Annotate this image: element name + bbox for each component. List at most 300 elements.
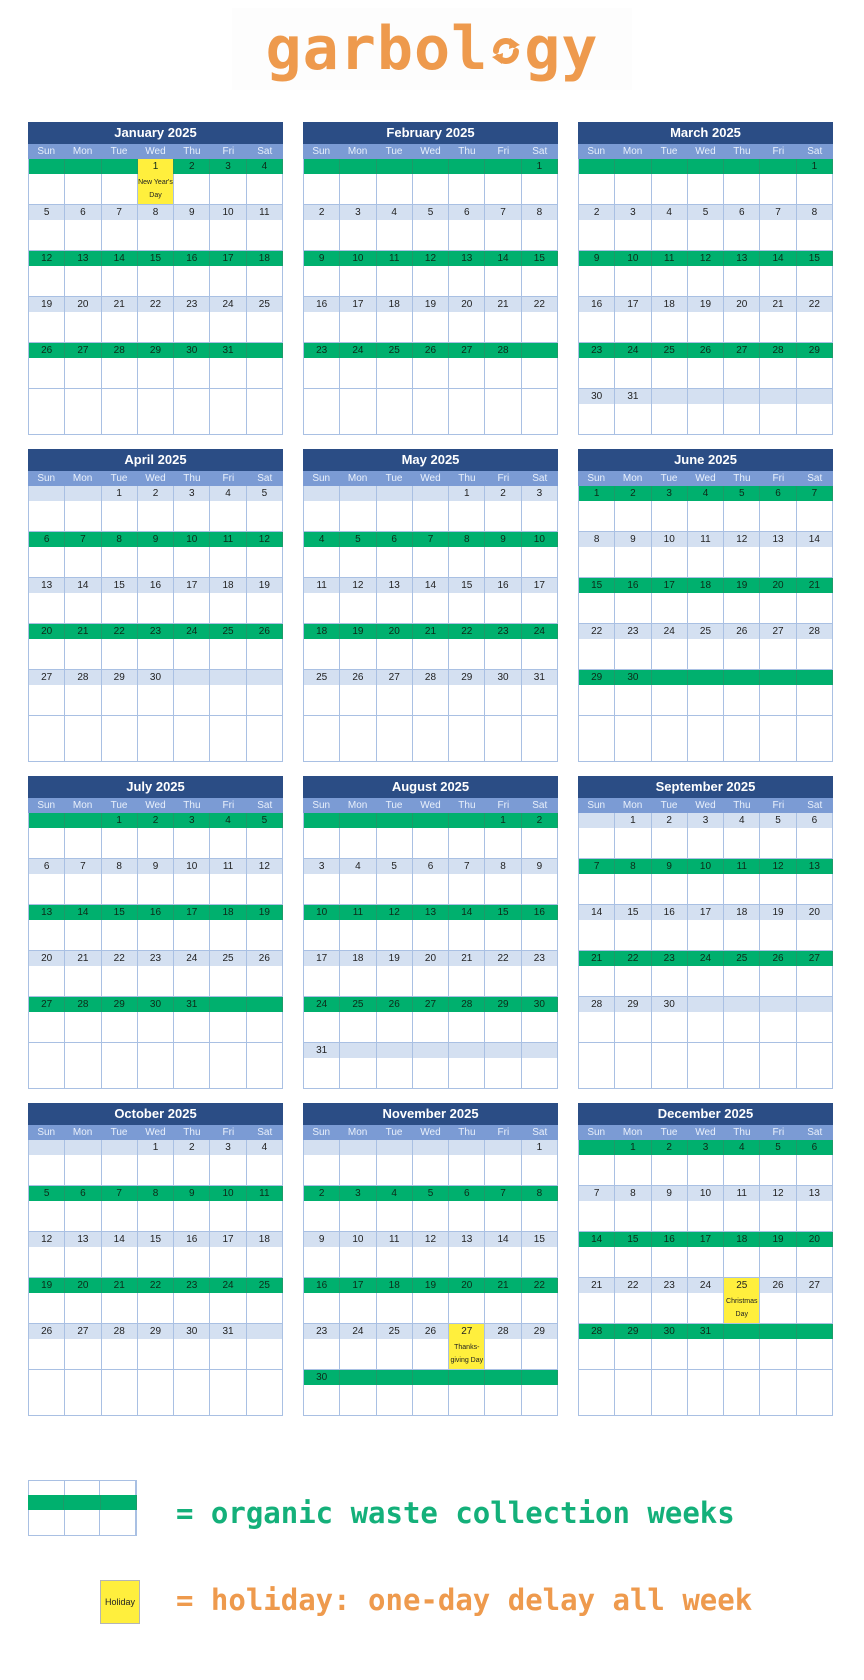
day-cell-body [138, 358, 174, 388]
day-cell-body [65, 1339, 101, 1369]
organic-week-date-row [304, 532, 558, 547]
day-number [340, 813, 376, 828]
day-cell-body [522, 1201, 558, 1231]
day-number [688, 1370, 724, 1385]
day-number [65, 389, 101, 404]
day-number: 30 [174, 343, 210, 358]
day-number: 30 [615, 670, 651, 685]
day-number: 28 [102, 1324, 138, 1339]
day-notes-row [29, 404, 283, 434]
day-cell-body [304, 1012, 340, 1042]
day-number: 6 [65, 1186, 101, 1201]
day-cell-body [413, 1247, 449, 1277]
day-cell-body [724, 312, 760, 342]
day-number: 31 [522, 670, 558, 685]
weekday-label: Sat [807, 800, 823, 811]
day-number: 3 [304, 859, 340, 874]
day-cell-body [210, 685, 246, 715]
day-cell-body [652, 639, 688, 669]
day-number [413, 1140, 449, 1155]
organic-week-date-row [304, 251, 558, 266]
day-cell-body [247, 266, 283, 296]
day-cell-body [579, 1293, 615, 1323]
day-cell-body [760, 1247, 796, 1277]
day-number: 14 [65, 578, 101, 593]
day-notes-row [29, 1012, 283, 1042]
day-number: 12 [688, 251, 724, 266]
day-cell-body [247, 1293, 283, 1323]
day-cell-body [760, 501, 796, 531]
day-number: 3 [174, 486, 210, 501]
day-cell-body [797, 828, 833, 858]
day-number: 23 [485, 624, 521, 639]
day-cell-body [247, 874, 283, 904]
day-number: 9 [174, 205, 210, 220]
day-cell-body [579, 220, 615, 250]
weekday-label: Sat [532, 800, 548, 811]
day-number [377, 1043, 413, 1058]
day-number: 23 [615, 624, 651, 639]
day-cell-body [760, 312, 796, 342]
day-notes-row [29, 1201, 283, 1231]
day-number: 22 [102, 951, 138, 966]
day-cell-body [797, 1201, 833, 1231]
day-cell-body [174, 874, 210, 904]
day-number [29, 813, 65, 828]
day-cell-body [138, 547, 174, 577]
week-row [303, 1043, 558, 1089]
day-notes-row [579, 1293, 833, 1323]
day-number: 7 [102, 205, 138, 220]
day-number [522, 1370, 558, 1385]
day-cell-body [340, 874, 376, 904]
weekday-label: Wed [420, 146, 441, 157]
day-number: 25 [304, 670, 340, 685]
day-cell-body [652, 547, 688, 577]
day-number: 7 [65, 532, 101, 547]
day-cell-body [413, 358, 449, 388]
day-cell-body [174, 966, 210, 996]
day-cell-body [377, 966, 413, 996]
day-cell-body [724, 593, 760, 623]
day-number: 15 [102, 905, 138, 920]
day-number: 29 [138, 343, 174, 358]
weekday-label: Fri [222, 800, 235, 811]
day-number: 9 [652, 1186, 688, 1201]
day-number: 23 [304, 1324, 340, 1339]
day-cell-body [29, 639, 65, 669]
day-cell-body [449, 1385, 485, 1415]
day-cell-body [102, 358, 138, 388]
day-number [652, 1043, 688, 1058]
day-cell-body [449, 404, 485, 434]
weekday-label: Mon [622, 146, 643, 157]
day-cell-body [760, 358, 796, 388]
day-cell-body [340, 312, 376, 342]
weekday-label: Thu [733, 473, 751, 484]
day-cell-body [485, 593, 521, 623]
day-cell-body [210, 1012, 246, 1042]
day-cell-body [688, 312, 724, 342]
day-cell-body [652, 828, 688, 858]
day-cell-body [797, 639, 833, 669]
day-number: 25 [688, 624, 724, 639]
day-number: 18 [304, 624, 340, 639]
day-number: 11 [210, 859, 246, 874]
day-cell-body [413, 828, 449, 858]
weekday-header [578, 798, 833, 813]
day-number: 24 [652, 624, 688, 639]
day-cell-body [579, 731, 615, 761]
day-number: 12 [413, 1232, 449, 1247]
day-number [760, 716, 796, 731]
day-cell-body [760, 920, 796, 950]
day-cell-body [102, 220, 138, 250]
day-number: 22 [485, 951, 521, 966]
day-number: 21 [760, 297, 796, 312]
day-cell-body [247, 828, 283, 858]
day-number: 8 [102, 859, 138, 874]
day-number: 11 [247, 1186, 283, 1201]
day-number: 28 [760, 343, 796, 358]
day-number: 10 [174, 859, 210, 874]
week-row [578, 1278, 833, 1324]
day-number [174, 670, 210, 685]
day-number: 9 [138, 859, 174, 874]
date-row [304, 205, 558, 220]
day-cell-body [174, 220, 210, 250]
day-cell-body [377, 1201, 413, 1231]
weekday-label: Sat [257, 473, 273, 484]
day-cell-body [29, 966, 65, 996]
day-cell-body [579, 639, 615, 669]
day-cell-body [65, 266, 101, 296]
day-cell-body [304, 639, 340, 669]
day-cell-body [377, 1385, 413, 1415]
day-cell-body [724, 731, 760, 761]
day-number: 9 [304, 1232, 340, 1247]
day-cell-body [174, 312, 210, 342]
day-number [413, 486, 449, 501]
day-notes-row [579, 1247, 833, 1277]
day-cell-body [340, 1058, 376, 1088]
day-number [247, 1324, 283, 1339]
day-cell-body [377, 1247, 413, 1277]
day-cell-body [652, 312, 688, 342]
day-number: 3 [652, 486, 688, 501]
day-cell-body [174, 404, 210, 434]
day-number: 19 [724, 578, 760, 593]
month-title: May 2025 [303, 449, 558, 471]
week-row [303, 297, 558, 343]
day-cell-body [29, 358, 65, 388]
day-cell-body [652, 920, 688, 950]
day-cell-body [65, 1155, 101, 1185]
day-cell-body [65, 312, 101, 342]
day-number [652, 389, 688, 404]
day-cell-body [579, 1201, 615, 1231]
week-row [578, 951, 833, 997]
month-title: February 2025 [303, 122, 558, 144]
date-row [29, 716, 283, 731]
weekday-header [303, 144, 558, 159]
day-cell-body [210, 174, 246, 204]
day-notes-row [29, 1385, 283, 1415]
day-number: 21 [579, 1278, 615, 1293]
day-number: 21 [485, 297, 521, 312]
weekday-label: Wed [145, 800, 166, 811]
day-number: 18 [247, 251, 283, 266]
day-cell-body [138, 501, 174, 531]
day-cell-body [485, 1201, 521, 1231]
day-cell-body [65, 1385, 101, 1415]
weekday-label: Sun [587, 1127, 606, 1138]
month-title: September 2025 [578, 776, 833, 798]
day-number: 12 [29, 1232, 65, 1247]
day-cell-body [797, 593, 833, 623]
day-cell-body [138, 1385, 174, 1415]
day-number: 14 [579, 1232, 615, 1247]
day-number: 13 [797, 859, 833, 874]
date-row [579, 1186, 833, 1201]
day-number [522, 716, 558, 731]
date-row [304, 297, 558, 312]
weekday-header [578, 144, 833, 159]
day-cell-body [413, 1339, 449, 1369]
day-number: 21 [449, 951, 485, 966]
weekday-label: Tue [110, 800, 128, 811]
day-number: 11 [210, 532, 246, 547]
day-number: 10 [340, 1232, 376, 1247]
day-number: 12 [377, 905, 413, 920]
day-number: 9 [138, 532, 174, 547]
day-number: 23 [579, 343, 615, 358]
week-row [303, 1140, 558, 1186]
day-number: 9 [652, 859, 688, 874]
day-cell-body [449, 358, 485, 388]
day-number: 18 [724, 905, 760, 920]
day-cell-body [615, 547, 651, 577]
date-row [579, 532, 833, 547]
day-notes-row [304, 1247, 558, 1277]
day-cell-body [377, 874, 413, 904]
day-cell-body [688, 685, 724, 715]
day-number: 12 [724, 532, 760, 547]
day-number: 28 [449, 997, 485, 1012]
week-row [578, 859, 833, 905]
day-notes-row [579, 966, 833, 996]
day-cell-body [760, 1339, 796, 1369]
day-cell-body [102, 1155, 138, 1185]
day-number: 7 [413, 532, 449, 547]
week-row [303, 951, 558, 997]
day-number: 20 [797, 905, 833, 920]
day-cell-body [377, 1012, 413, 1042]
day-notes-row [304, 1385, 558, 1415]
week-row [303, 1370, 558, 1416]
day-number: 14 [485, 251, 521, 266]
day-cell-body [102, 174, 138, 204]
day-cell-body [485, 1155, 521, 1185]
day-cell-body [210, 501, 246, 531]
day-cell-body [579, 312, 615, 342]
day-cell-body [340, 685, 376, 715]
day-cell-body [138, 874, 174, 904]
day-cell-body [579, 1012, 615, 1042]
day-number [615, 716, 651, 731]
day-number: 19 [340, 624, 376, 639]
day-number: 28 [65, 997, 101, 1012]
day-number: 5 [413, 1186, 449, 1201]
day-number [138, 389, 174, 404]
day-cell-body [485, 685, 521, 715]
day-cell-body [760, 220, 796, 250]
day-number: 16 [652, 905, 688, 920]
week-row [303, 1324, 558, 1370]
week-row [578, 486, 833, 532]
day-cell-body [65, 1058, 101, 1088]
month-calendar [578, 449, 833, 762]
day-number: 15 [522, 1232, 558, 1247]
day-number [29, 159, 65, 174]
day-number: 14 [413, 578, 449, 593]
weekday-label: Sat [257, 1127, 273, 1138]
day-cell-body [522, 639, 558, 669]
day-cell-body [340, 1155, 376, 1185]
day-cell-body [579, 547, 615, 577]
day-cell-body [652, 1155, 688, 1185]
day-number: 8 [615, 859, 651, 874]
week-row [578, 1324, 833, 1370]
day-number: 5 [724, 486, 760, 501]
weekday-label: Mon [72, 1127, 93, 1138]
day-number [413, 716, 449, 731]
week-row [578, 716, 833, 762]
month-calendar [578, 776, 833, 1089]
day-cell-body [65, 404, 101, 434]
day-number: 30 [652, 1324, 688, 1339]
day-number: 25 [340, 997, 376, 1012]
day-number: 16 [579, 297, 615, 312]
month-title: October 2025 [28, 1103, 283, 1125]
week-row [28, 1140, 283, 1186]
holiday-legend-text: = holiday: one-day delay all week [176, 1583, 753, 1617]
day-number: 29 [138, 1324, 174, 1339]
day-cell-body [522, 1058, 558, 1088]
day-cell-body [65, 920, 101, 950]
date-row [29, 297, 283, 312]
month-calendar [28, 1103, 283, 1416]
day-number [413, 159, 449, 174]
day-notes-row [304, 547, 558, 577]
day-number [652, 1370, 688, 1385]
logo-banner [232, 8, 632, 90]
day-cell-body [579, 1155, 615, 1185]
day-cell-body [522, 501, 558, 531]
day-number: 1 [797, 159, 833, 174]
day-number: 5 [340, 532, 376, 547]
day-number: 2 [174, 159, 210, 174]
day-cell-body [724, 358, 760, 388]
day-cell-body [65, 874, 101, 904]
organic-week-date-row [579, 578, 833, 593]
day-cell-body [413, 501, 449, 531]
day-cell-body [138, 1058, 174, 1088]
day-cell-body [247, 501, 283, 531]
week-row [578, 1370, 833, 1416]
day-cell-body [174, 593, 210, 623]
day-number [579, 813, 615, 828]
day-number [304, 389, 340, 404]
day-cell-body [449, 1339, 485, 1369]
date-row [579, 1370, 833, 1385]
day-number [377, 486, 413, 501]
week-row [28, 859, 283, 905]
weekday-label: Mon [622, 800, 643, 811]
day-number [724, 1370, 760, 1385]
weekday-label: Thu [183, 473, 201, 484]
day-number [760, 670, 796, 685]
day-cell-body [615, 501, 651, 531]
day-number [340, 389, 376, 404]
day-number: 13 [449, 1232, 485, 1247]
day-cell-body [485, 174, 521, 204]
day-number: 27 [377, 670, 413, 685]
day-cell-body [797, 174, 833, 204]
day-number [102, 1140, 138, 1155]
date-row [304, 389, 558, 404]
day-cell-body [247, 174, 283, 204]
day-cell-body [485, 220, 521, 250]
week-row [28, 1324, 283, 1370]
day-cell-body [413, 639, 449, 669]
day-number: 5 [29, 205, 65, 220]
day-cell-body [65, 1201, 101, 1231]
weekday-label: Fri [497, 473, 510, 484]
day-cell-body [413, 1012, 449, 1042]
day-number: 10 [615, 251, 651, 266]
day-number [688, 997, 724, 1012]
weekday-label: Fri [772, 146, 785, 157]
day-number: 13 [377, 578, 413, 593]
day-number [760, 997, 796, 1012]
day-number [174, 1370, 210, 1385]
day-number: 11 [247, 205, 283, 220]
day-cell-body [29, 874, 65, 904]
day-cell-body [413, 966, 449, 996]
day-notes-row [304, 174, 558, 204]
day-number [485, 389, 521, 404]
day-number [65, 1043, 101, 1058]
day-cell-body [688, 1247, 724, 1277]
day-number: 23 [138, 624, 174, 639]
day-cell-body [304, 593, 340, 623]
day-cell-body [522, 731, 558, 761]
date-row [29, 486, 283, 501]
day-number: 26 [413, 1324, 449, 1339]
day-cell-body [652, 685, 688, 715]
day-cell-body [449, 501, 485, 531]
day-cell-body [304, 501, 340, 531]
date-row [304, 951, 558, 966]
day-number [579, 159, 615, 174]
day-number [724, 159, 760, 174]
day-cell-body [724, 1339, 760, 1369]
day-cell-body [304, 1155, 340, 1185]
day-number: 28 [579, 1324, 615, 1339]
day-cell-body [29, 1012, 65, 1042]
day-cell-body [138, 1293, 174, 1323]
